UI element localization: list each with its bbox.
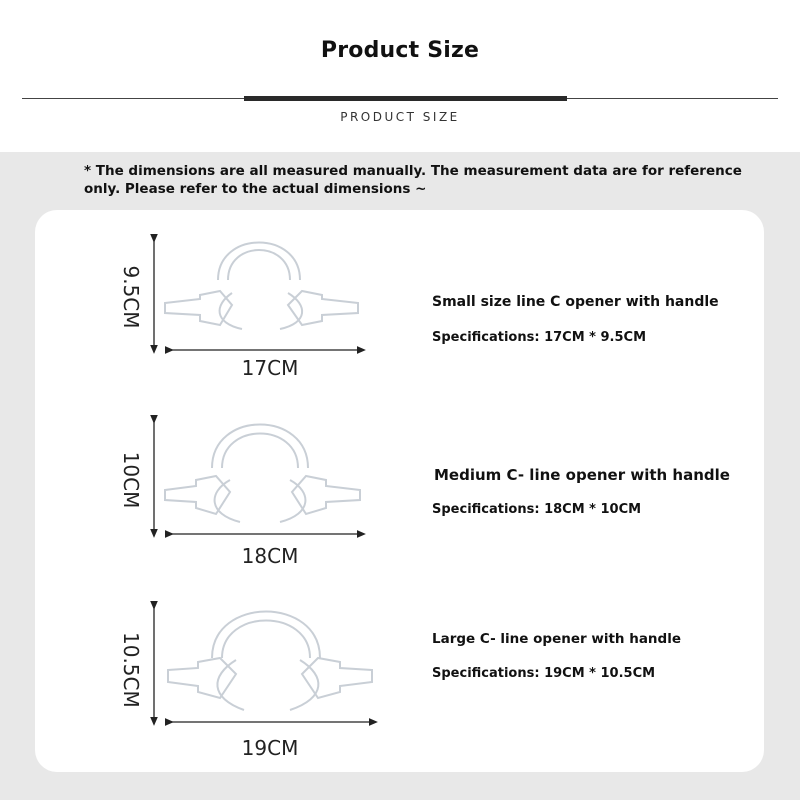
product-spec: Specifications: 19CM * 10.5CM <box>432 666 656 681</box>
product-name: Small size line C opener with handle <box>432 294 719 310</box>
height-label: 10CM <box>119 451 143 509</box>
product-name: Large C- line opener with handle <box>432 631 681 647</box>
product-large <box>0 598 800 778</box>
measurement-note: * The dimensions are all measured manually. The measurement data are for reference only. Please refer to the actual dimensions ~ <box>84 163 742 197</box>
width-label: 19CM <box>241 736 299 760</box>
height-label: 10.5CM <box>119 632 143 708</box>
product-spec: Specifications: 18CM * 10CM <box>432 502 642 517</box>
height-label: 9.5CM <box>119 265 143 329</box>
width-label: 17CM <box>241 356 299 380</box>
divider-accent <box>244 96 567 101</box>
product-spec: Specifications: 17CM * 9.5CM <box>432 330 647 345</box>
page-subtitle: PRODUCT SIZE <box>340 110 460 124</box>
width-label: 18CM <box>241 544 299 568</box>
product-medium <box>0 410 800 590</box>
page-title: Product Size <box>320 38 480 63</box>
product-small <box>0 225 800 405</box>
product-name: Medium C- line opener with handle <box>434 466 730 484</box>
header-section <box>0 0 800 152</box>
